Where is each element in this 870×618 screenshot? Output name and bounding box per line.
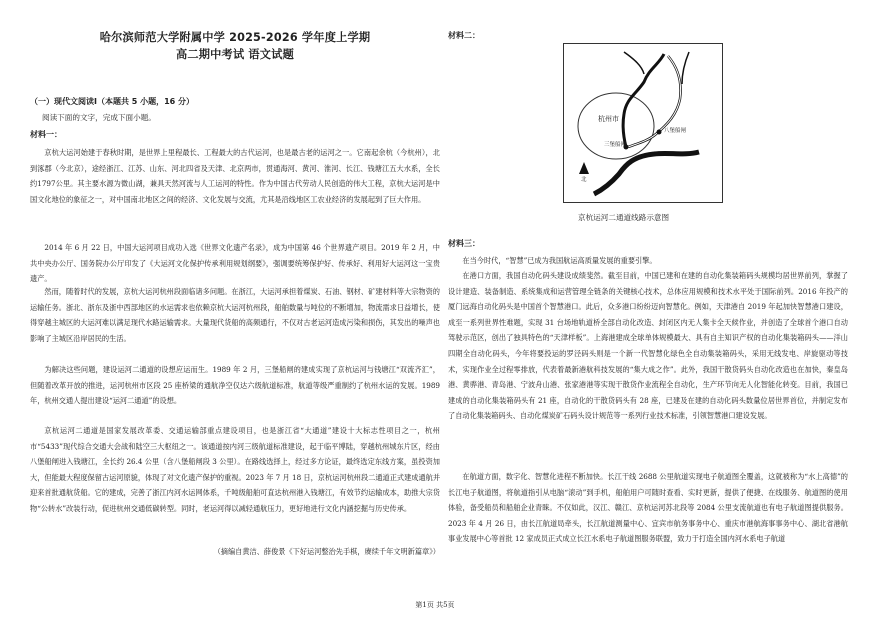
material1-paragraph: 京杭运河二通道是国家发展改革委、交通运输部重点建设项目，也是浙江省“大通道”建设十大标志性项目之一，杭州市“5433”现代综合交通大会战和陆空三大枢纽之一。该通道按内河三级航道标准建设，起于临平博陆，穿越杭州城东片区，经由八堡船闸进入钱塘江，全长约 26.4 公里（含八堡船闸段 3 公里）。在路线选择上，经过多方论证，最终选定东线方案，虽投资加大，但能最大程度保留古运河原貌，体现了对文化遗产保护的重视。2023 年 7 月 18 日，京杭运河杭州段二通道正式建成通航并迎来首批通航货船。它的建成，完善了浙江内河水运网体系，千吨级船舶可直达杭州港入钱塘江，有效节约运输成本，助推大宗货物“公转水”改装行动，促进杭州交通低碳转型。同时，老运河得以减轻通航压力，更好地进行文化内涵挖掘与历史传承。 xyxy=(30,426,441,513)
material1-source: （摘编自黄洁、薛俊景《下好运河整治先手棋，赓续千年文明新篇章》） xyxy=(213,547,440,556)
section-instruction: 阅读下面的文字，完成下面小题。 xyxy=(42,113,156,122)
babao-lock-label: 八堡船闸 xyxy=(664,128,687,134)
city-area-circle xyxy=(578,93,654,159)
route-map xyxy=(563,43,723,203)
north-label: 北 xyxy=(581,177,587,183)
map-caption: 京杭运河二通道线路示意图 xyxy=(578,213,670,222)
material1-paragraph: 京杭大运河始建于春秋时期，是世界上里程最长、工程最大的古代运河，也是最古老的运河之一。它南起余杭（今杭州），北到涿郡（今北京），途经浙江、江苏、山东、河北四省及天津、北京两市，贯通海河、黄河、淮河、长江、钱塘江五大水系，全长约1797公里。其主要水源为微山湖，兼具天然河流与人工运河的特性。作为中国古代劳动人民创造的伟大工程，京杭大运河是中国文化地位的象征之一，对中国南北地区之间的经济、文化发展与交流，尤其是沿线地区工农业经济的发展起到了巨大作用。 xyxy=(30,148,440,204)
canal-branch xyxy=(624,52,644,74)
canal-branch xyxy=(682,52,689,84)
material3-label: 材料三： xyxy=(448,239,480,248)
city-label: 杭州市 xyxy=(598,115,619,123)
material1-paragraph: 然而，随着时代的发展，京杭大运河杭州段面临诸多问题。在浙江，大运河承担着煤炭、石油、钢材、矿建材料等大宗物资的运输任务。浙北、浙东及浙中西部地区的水运需求也依赖京杭大运河杭州段，船舶数量与吨位的不断增加，物流需求日益增长，使得穿越主城区的大运河难以满足现代水路运输需求。大量现代货船的高频通行，不仅对古老运河造成污染和损伤，其发出的噪声也影响了主城区沿岸居民的生活。 xyxy=(30,287,440,343)
route-map-svg xyxy=(564,44,722,202)
exam-title-line1: 哈尔滨师范大学附属中学 2025-2026 学年度上学期 xyxy=(99,31,371,44)
material1-paragraph: 为解决这些问题，建设运河二通道的设想应运而生。1989 年 2 月，三堡船闸的建成实现了京杭运河与钱塘江“双流齐汇”，但随着改革开放的推进，运河杭州市区段 25 座桥梁的通航净空仅达六级航道标准，航道等级严重制约了杭州水运的发展。1989 年，杭州交通人提出建设“运河二通道”的设想。 xyxy=(30,365,440,406)
material1-paragraph: 2014 年 6 月 22 日，中国大运河项目成功入选《世界文化遗产名录》，成为中国第 46 个世界遗产项目。2019 年 2 月，中共中央办公厅、国务院办公厅印发了《大运河文化保护传承利用规划纲要》，强调要统筹保护好、传承好、利用好大运河这一宝贵遗产。 xyxy=(30,243,440,284)
section-heading: （一）现代文阅读Ⅰ（本题共 5 小题，16 分） xyxy=(30,97,195,106)
material2-label: 材料二： xyxy=(448,31,480,40)
material1-label: 材料一： xyxy=(30,130,62,139)
north-arrow-icon xyxy=(579,162,589,174)
sanbao-lock-label: 三堡船闸 xyxy=(604,142,627,148)
babao-lock-marker xyxy=(657,130,662,135)
exam-title-line2: 高二期中考试 语文试题 xyxy=(176,48,294,61)
material3-paragraph: 在航道方面，数字化、智慧化进程不断加快。长江干线 2688 公里航道实现电子航道图全覆盖，这就被称为“水上高德”的长江电子航道图，将航道指引从电脑“滚动”到手机，船舶用户可随时查看、实时更新，提供了便捷、在线服务、航道图的使用体验，备受船员和船舶企业青睐。不仅如此，汉江、赣江、京杭运河苏北段等 2084 公里支流航道也有电子航道图提供服务。2023 年 4 月 26 日，由长江航道局牵头，长江航道测量中心、宜宾市航务事务中心、重庆市港航海事事务中心、湖北省港航事业发展中心等首批 12 家成员正式成立长江水系电子航道图服务联盟，致力于打造全国内河水系电子航道 xyxy=(448,472,848,544)
material3-paragraph: 在当今时代，“智慧”已成为我国航运高质量发展的重要引擎。 xyxy=(462,256,657,265)
page-footer: 第1页 共5页 xyxy=(415,601,455,609)
material3-paragraph: 在港口方面，我国自动化码头建设成绩斐然。截至目前，中国已建和在建的自动化集装箱码头规模均居世界前列，掌握了设计建造、装备制造、系统集成和运营管理全链条的关键核心技术，总体应用规模和技术水平处于国际前列。2016 年投产的厦门远海自动化码头是中国首个智慧港口。此后，众多港口纷纷迈向智慧化。例如，天津港自 2019 年起加快智慧港口建设，成至一系列世界性难题，实现 31 台场地轨道桥全部自动化改造、封闭区内无人集卡全天候作业，并创造了全球首个港口自动驾驶示范区，创出了独具特色的“天津样板”。上海港建成全球单体规模最大、具有自主知识产权的自动化集装箱码头——洋山四期全自动化码头，今年将要投运的罗泾码头则是一个新一代智慧化绿色全自动集装箱码头，采用无线发电、岸旋驱动等技术，实现作业全过程零排放，代表着最新港航科技发展的“集大成之作”。此外，我国干散货码头自动化改造也在加快，秦皇岛港、黄骅港、青岛港、宁波舟山港、张家港港等实现干散货作业流程全自动化，生产环节向无人化智能化转变。目前，我国已建成的自动化集装箱码头有 21 座，自动化的干散货码头有 28 座，已建及在建的自动化码头数量位居世界首位，并制定发布了自动化集装箱码头、自动化煤炭矿石码头设计规范等一系列行业技术标准，引领智慧港口建设发展。 xyxy=(448,271,848,421)
